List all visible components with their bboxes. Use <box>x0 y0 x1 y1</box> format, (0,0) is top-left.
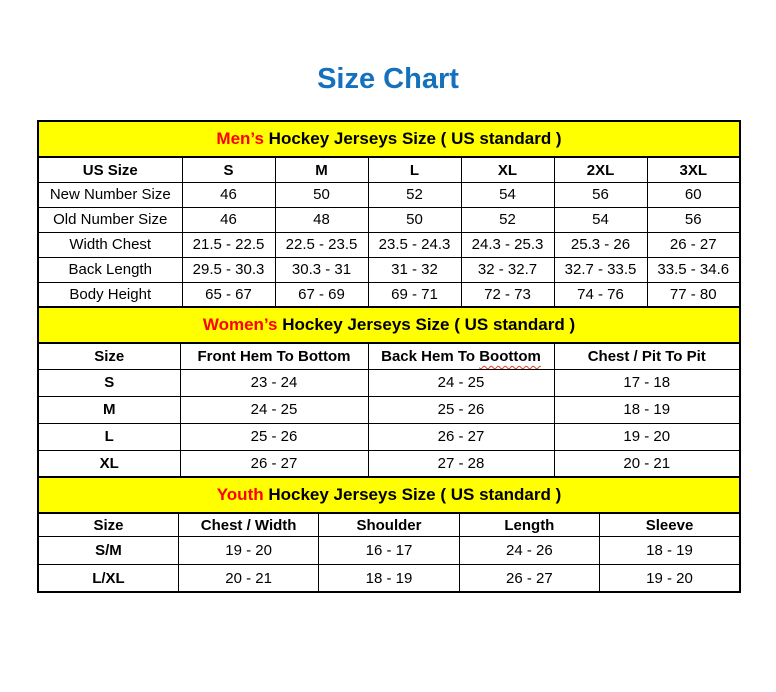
size-value-cell: 46 <box>182 182 275 207</box>
table-banner-row <box>38 307 740 343</box>
size-value-cell: 24 - 25 <box>180 396 368 423</box>
row-label-cell: Old Number Size <box>38 207 182 232</box>
table-row <box>38 257 740 282</box>
size-value-cell: 32.7 - 33.5 <box>554 257 647 282</box>
size-value-cell: 19 - 20 <box>178 536 318 564</box>
size-value-cell: 29.5 - 30.3 <box>182 257 275 282</box>
column-header: Shoulder <box>319 513 459 536</box>
column-header-row <box>38 343 740 369</box>
size-value-cell: 23.5 - 24.3 <box>368 232 461 257</box>
size-value-cell: 77 - 80 <box>647 282 740 307</box>
column-header: Chest / Pit To Pit <box>554 343 740 369</box>
column-header: Length <box>459 513 599 536</box>
column-header: XL <box>461 157 554 182</box>
size-value-cell: 46 <box>182 207 275 232</box>
size-value-cell: 32 - 32.7 <box>461 257 554 282</box>
size-value-cell: 26 - 27 <box>647 232 740 257</box>
table-title-highlight: Women’s <box>202 315 278 335</box>
column-header: 2XL <box>554 157 647 182</box>
size-value-cell: 20 - 21 <box>178 564 318 592</box>
size-value-cell: 25 - 26 <box>180 423 368 450</box>
size-value-cell: 19 - 20 <box>554 423 740 450</box>
column-header: Back Hem To Boottom <box>368 343 554 369</box>
column-header: US Size <box>38 157 182 182</box>
size-value-cell: 18 - 19 <box>319 564 459 592</box>
size-tables <box>37 120 741 593</box>
column-header: Size <box>38 513 178 536</box>
size-value-cell: 54 <box>554 207 647 232</box>
table-row <box>38 369 740 396</box>
column-header: Front Hem To Bottom <box>180 343 368 369</box>
row-label-cell: S/M <box>38 536 178 564</box>
column-header: Chest / Width <box>178 513 318 536</box>
row-label-cell: S <box>38 369 180 396</box>
size-value-cell: 52 <box>368 182 461 207</box>
mens-size-table <box>37 120 741 308</box>
size-value-cell: 56 <box>647 207 740 232</box>
column-header: Sleeve <box>600 513 740 536</box>
size-value-cell: 27 - 28 <box>368 450 554 477</box>
size-value-cell: 52 <box>461 207 554 232</box>
size-value-cell: 24.3 - 25.3 <box>461 232 554 257</box>
column-header: M <box>275 157 368 182</box>
table-banner-row <box>38 477 740 513</box>
table-row <box>38 207 740 232</box>
size-value-cell: 16 - 17 <box>319 536 459 564</box>
size-value-cell: 17 - 18 <box>554 369 740 396</box>
size-value-cell: 60 <box>647 182 740 207</box>
womens-size-table <box>37 306 741 478</box>
size-value-cell: 31 - 32 <box>368 257 461 282</box>
size-value-cell: 26 - 27 <box>180 450 368 477</box>
table-title-highlight: Men’s <box>216 129 264 149</box>
table-row <box>38 450 740 477</box>
column-header-row <box>38 513 740 536</box>
size-value-cell: 54 <box>461 182 554 207</box>
size-value-cell: 20 - 21 <box>554 450 740 477</box>
size-value-cell: 48 <box>275 207 368 232</box>
column-header-row <box>38 157 740 182</box>
size-value-cell: 24 - 26 <box>459 536 599 564</box>
column-header: 3XL <box>647 157 740 182</box>
size-value-cell: 25 - 26 <box>368 396 554 423</box>
mens-table-title: Men’s Hockey Jerseys Size ( US standard ) <box>38 121 740 157</box>
row-label-cell: L <box>38 423 180 450</box>
womens-table-title: Women’s Hockey Jerseys Size ( US standard ) <box>38 307 740 343</box>
size-value-cell: 56 <box>554 182 647 207</box>
size-value-cell: 25.3 - 26 <box>554 232 647 257</box>
row-label-cell: Back Length <box>38 257 182 282</box>
size-value-cell: 23 - 24 <box>180 369 368 396</box>
table-banner-row <box>38 121 740 157</box>
row-label-cell: M <box>38 396 180 423</box>
column-header: S <box>182 157 275 182</box>
row-label-cell: L/XL <box>38 564 178 592</box>
youth-table-title: Youth Hockey Jerseys Size ( US standard ) <box>38 477 740 513</box>
size-value-cell: 65 - 67 <box>182 282 275 307</box>
table-row <box>38 423 740 450</box>
table-row <box>38 396 740 423</box>
table-title-highlight: Youth <box>216 485 264 505</box>
youth-size-table <box>37 476 741 593</box>
table-row <box>38 564 740 592</box>
row-label-cell: Body Height <box>38 282 182 307</box>
size-value-cell: 19 - 20 <box>600 564 740 592</box>
size-value-cell: 50 <box>368 207 461 232</box>
table-row <box>38 182 740 207</box>
size-value-cell: 26 - 27 <box>459 564 599 592</box>
size-value-cell: 74 - 76 <box>554 282 647 307</box>
size-value-cell: 30.3 - 31 <box>275 257 368 282</box>
page-title: Size Chart <box>317 63 459 95</box>
size-value-cell: 24 - 25 <box>368 369 554 396</box>
row-label-cell: New Number Size <box>38 182 182 207</box>
table-row <box>38 282 740 307</box>
table-row <box>38 536 740 564</box>
column-header: L <box>368 157 461 182</box>
table-row <box>38 232 740 257</box>
size-value-cell: 26 - 27 <box>368 423 554 450</box>
size-value-cell: 21.5 - 22.5 <box>182 232 275 257</box>
size-value-cell: 18 - 19 <box>600 536 740 564</box>
misspelled-word: Boottom <box>479 348 541 366</box>
row-label-cell: XL <box>38 450 180 477</box>
size-value-cell: 67 - 69 <box>275 282 368 307</box>
size-value-cell: 69 - 71 <box>368 282 461 307</box>
size-value-cell: 72 - 73 <box>461 282 554 307</box>
size-value-cell: 22.5 - 23.5 <box>275 232 368 257</box>
size-value-cell: 18 - 19 <box>554 396 740 423</box>
column-header: Size <box>38 343 180 369</box>
row-label-cell: Width Chest <box>38 232 182 257</box>
size-value-cell: 33.5 - 34.6 <box>647 257 740 282</box>
size-value-cell: 50 <box>275 182 368 207</box>
